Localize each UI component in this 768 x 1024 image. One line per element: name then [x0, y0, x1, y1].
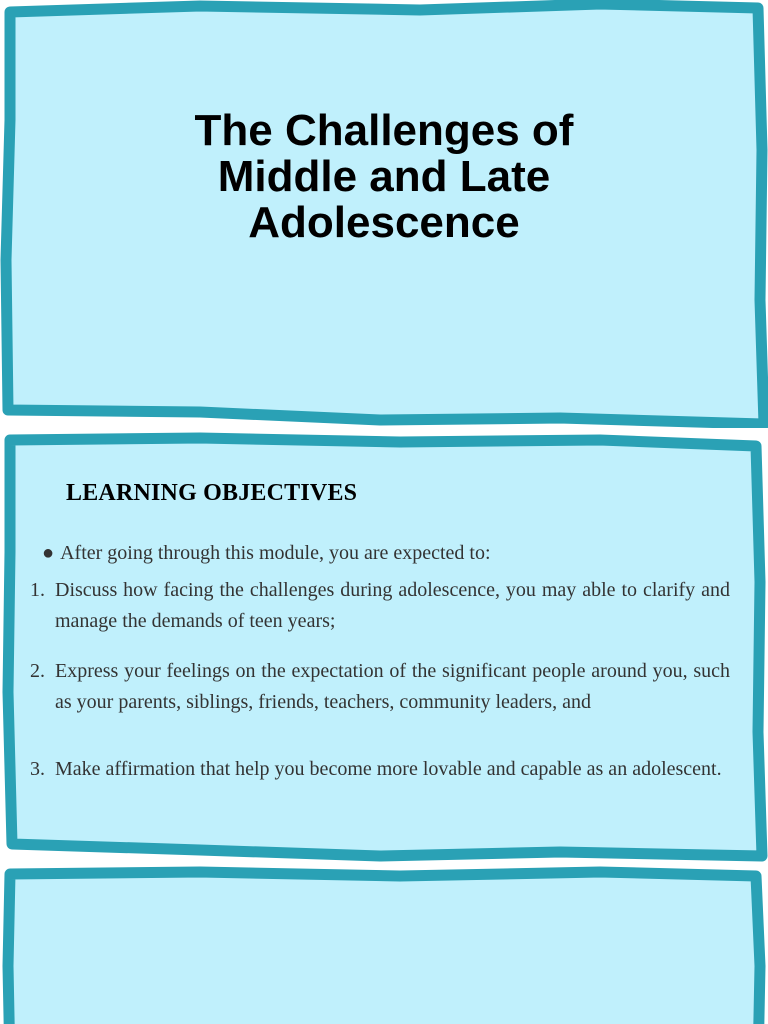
- bullet-icon: ●: [42, 542, 55, 564]
- next-slide: [0, 866, 768, 1024]
- objective-item: [30, 656, 730, 718]
- objective-text: Express your feelings on the expectation of the significant people around you, such as your parents, siblings, friends, teachers, community leaders, and: [55, 660, 730, 713]
- title-line: The Challenges of: [194, 106, 574, 155]
- objective-text: Make affirmation that help you become more lovable and capable as an adolescent.: [55, 758, 722, 780]
- slide-frame: [0, 866, 768, 1024]
- title-line: Middle and Late: [217, 152, 551, 201]
- slide-title: [0, 108, 768, 246]
- title-line: Adolescence: [248, 198, 520, 247]
- objective-item: [30, 575, 730, 637]
- objective-text: Discuss how facing the challenges during adolescence, you may able to clarify and manage the demands of teen years;: [55, 579, 730, 632]
- intro-text: After going through this module, you are expected to:: [60, 542, 491, 564]
- section-heading: LEARNING OBJECTIVES: [66, 480, 358, 506]
- objective-number: 1.: [30, 579, 45, 601]
- objectives-slide: [0, 432, 768, 864]
- intro-bullet: [42, 538, 491, 569]
- objective-item: [30, 754, 730, 785]
- title-slide: [0, 0, 768, 428]
- objective-number: 3.: [30, 758, 45, 780]
- objective-number: 2.: [30, 660, 45, 682]
